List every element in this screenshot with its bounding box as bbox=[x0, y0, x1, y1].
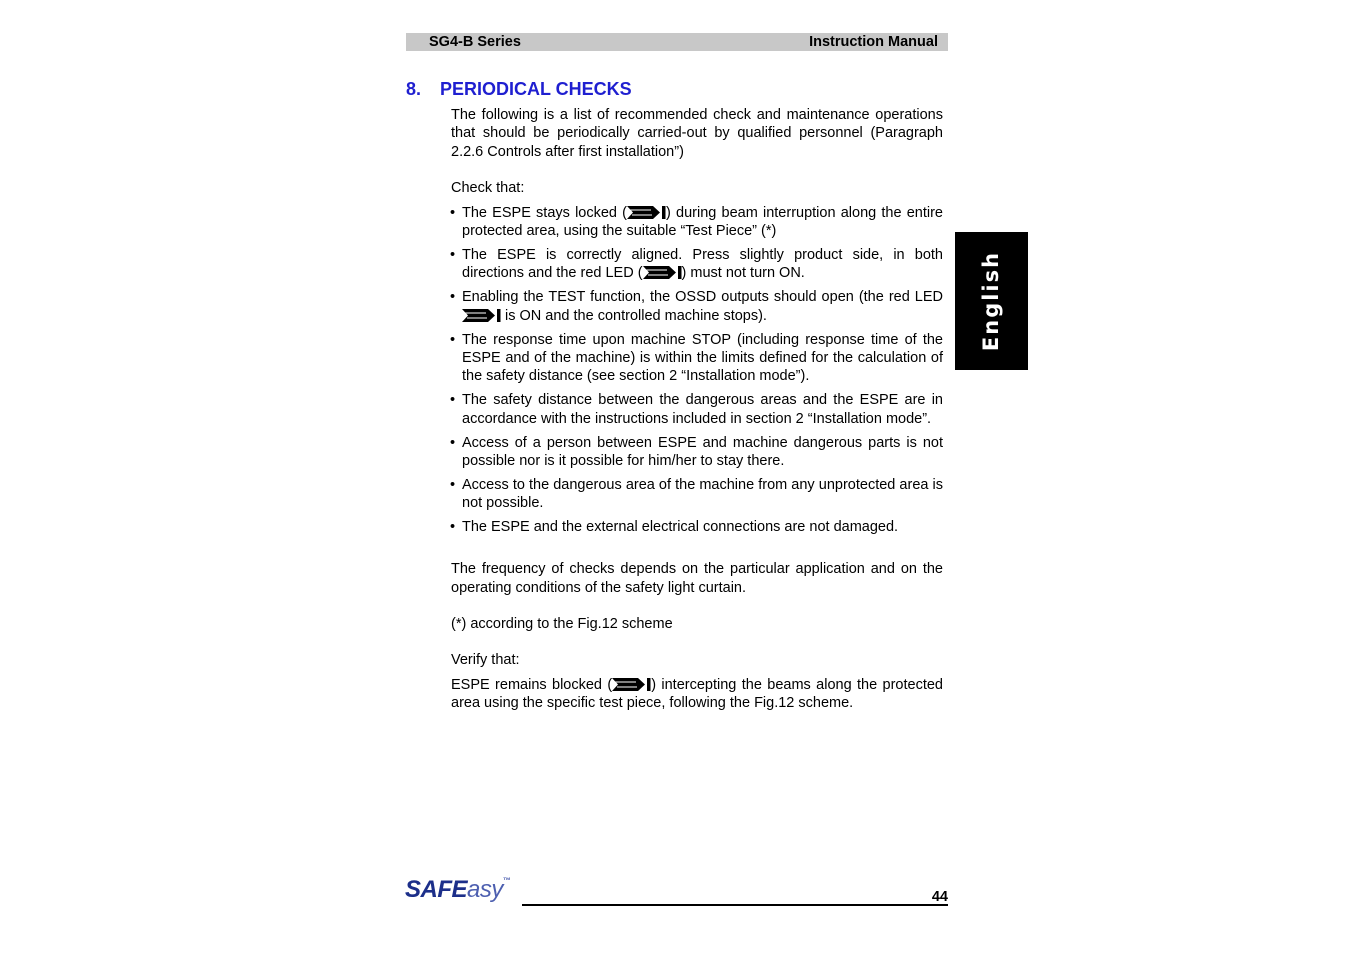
list-item: • The ESPE stays locked ( ) during beam interruption along the entire protected area, using the suitable “Test Piece” (*) bbox=[450, 204, 943, 240]
list-item: • Access of a person between ESPE and machine dangerous parts is not possible nor is it possible for him/her to stay there. bbox=[450, 434, 943, 469]
body-text bbox=[451, 106, 943, 713]
intro-paragraph: The following is a list of recommended check and maintenance operations that should be periodically carried-out by qualified personnel (Paragraph 2.2.6 Controls after first installation”) bbox=[451, 107, 943, 160]
list-item: • The ESPE and the external electrical connections are not damaged. bbox=[450, 519, 899, 536]
list-item: • Access to the dangerous area of the machine from any unprotected area is not possible. bbox=[450, 476, 943, 512]
page-number: 44 bbox=[931, 889, 948, 905]
bullet: • bbox=[450, 434, 456, 451]
section-title: PERIODICAL CHECKS bbox=[440, 79, 632, 99]
check-list bbox=[451, 204, 943, 537]
footnote: (*) according to the Fig.12 scheme bbox=[451, 615, 673, 632]
header-series: SG4-B Series bbox=[429, 34, 521, 50]
bullet: • bbox=[450, 246, 456, 263]
bullet: • bbox=[450, 519, 456, 536]
list-item: • The ESPE is correctly aligned. Press slightly product side, in both directions and the red LED ( ) must not turn ON. bbox=[450, 246, 943, 282]
list-item: • The safety distance between the dangerous areas and the ESPE are in accordance with the instructions included in section 2 “Installation mode”. bbox=[450, 392, 943, 427]
language-label: English bbox=[979, 250, 1004, 352]
led-icon bbox=[643, 266, 682, 279]
list-item: • The response time upon machine STOP (including response time of the ESPE and of the machine) is within the limits defined for the calculation of the safety distance (see section 2 “Installation mode”). bbox=[450, 331, 943, 385]
language-tab bbox=[955, 232, 1028, 370]
header-manual: Instruction Manual bbox=[809, 34, 938, 50]
verify-paragraph: ESPE remains blocked ( ) intercepting the beams along the protected area using the specific test piece, following the Fig.12 scheme. bbox=[451, 676, 943, 712]
led-icon bbox=[612, 678, 651, 691]
section-heading bbox=[406, 79, 632, 100]
footer-rule bbox=[522, 904, 948, 906]
list-item: • Enabling the TEST function, the OSSD outputs should open (the red LED is ON and the controlled machine stops). bbox=[450, 289, 943, 324]
bullet: • bbox=[450, 289, 456, 306]
led-icon bbox=[627, 206, 666, 219]
running-header bbox=[406, 33, 948, 51]
bullet: • bbox=[450, 204, 456, 221]
led-icon bbox=[462, 309, 501, 322]
bullet: • bbox=[450, 331, 456, 348]
check-that-label: Check that: bbox=[451, 180, 525, 197]
bullet: • bbox=[450, 476, 456, 493]
bullet: • bbox=[450, 392, 456, 409]
verify-that-label: Verify that: bbox=[451, 652, 520, 669]
frequency-paragraph: The frequency of checks depends on the particular application and on the operating conditions of the safety light curtain. bbox=[451, 561, 943, 596]
section-number: 8. bbox=[406, 79, 422, 99]
safeasy-logo: SAFEasy™ bbox=[405, 876, 511, 903]
